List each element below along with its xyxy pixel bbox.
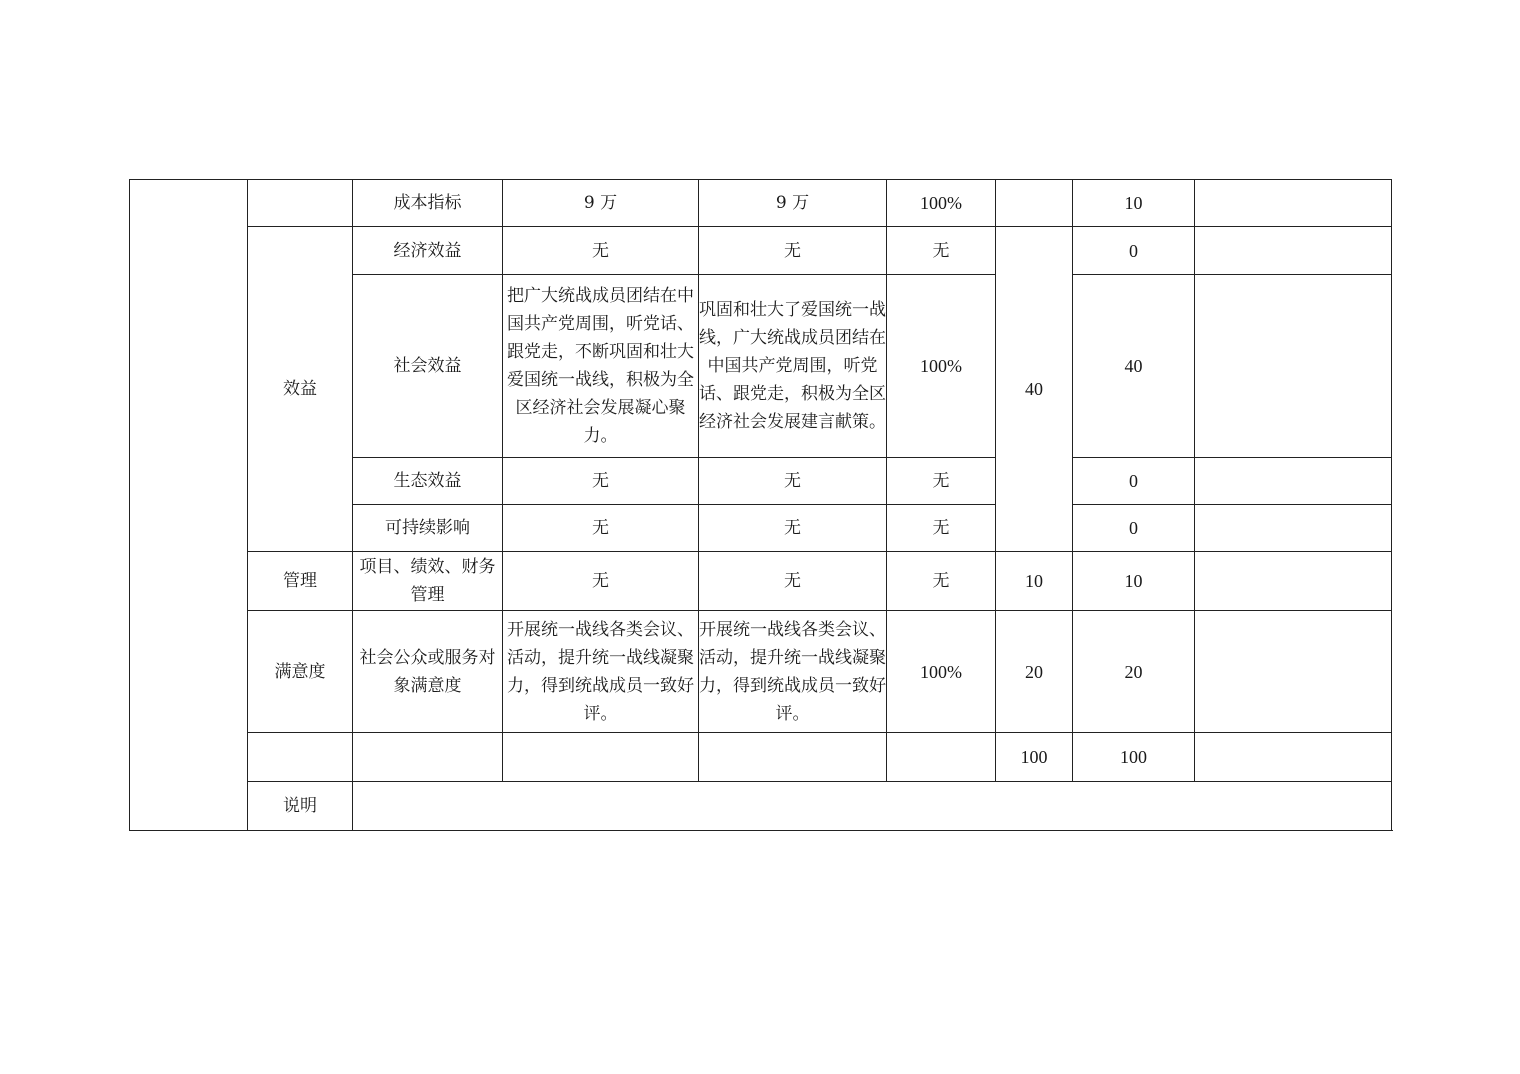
second-level-indicator-cell	[248, 180, 353, 227]
note-label: 说明	[248, 782, 353, 831]
actual-value: 无	[699, 552, 887, 611]
remark-cell	[1195, 611, 1392, 733]
target-value: 无	[503, 458, 699, 505]
completion-rate: 100%	[887, 275, 996, 458]
completion-rate: 无	[887, 505, 996, 552]
empty-cell	[699, 733, 887, 782]
target-value: 无	[503, 552, 699, 611]
benefit-weight: 40	[996, 227, 1073, 552]
actual-value: 巩固和壮大了爱国统一战线，广大统战成员团结在中国共产党周围，听党话、跟党走，积极为全区经济社会发展建言献策。	[699, 275, 887, 458]
score-value: 0	[1073, 458, 1195, 505]
completion-rate: 无	[887, 552, 996, 611]
target-value: 开展统一战线各类会议、活动，提升统一战线凝聚力，得到统战成员一致好评。	[503, 611, 699, 733]
weight-value: 10	[996, 552, 1073, 611]
target-value: 9 万	[503, 180, 699, 227]
remark-cell	[1195, 733, 1392, 782]
score-value: 20	[1073, 611, 1195, 733]
actual-value: 无	[699, 227, 887, 275]
management-category: 管理	[248, 552, 353, 611]
score-value: 10	[1073, 552, 1195, 611]
remark-cell	[1195, 458, 1392, 505]
empty-cell	[353, 733, 503, 782]
target-value: 无	[503, 227, 699, 275]
score-value: 0	[1073, 505, 1195, 552]
actual-value: 无	[699, 458, 887, 505]
total-score: 100	[1073, 733, 1195, 782]
target-value: 把广大统战成员团结在中国共产党周围，听党话、跟党走，不断巩固和壮大爱国统一战线，积极为全区经济社会发展凝心聚力。	[503, 275, 699, 458]
empty-cell	[887, 733, 996, 782]
score-value: 0	[1073, 227, 1195, 275]
completion-rate: 100%	[887, 611, 996, 733]
table-row	[130, 180, 1392, 227]
indicator-name: 项目、绩效、财务管理	[353, 552, 503, 611]
indicator-name: 可持续影响	[353, 505, 503, 552]
table-row	[130, 227, 1392, 275]
first-level-indicator-cell	[130, 180, 248, 831]
performance-evaluation-table	[129, 179, 1392, 831]
indicator-name: 社会公众或服务对象满意度	[353, 611, 503, 733]
table-row	[130, 611, 1392, 733]
total-weight: 100	[996, 733, 1073, 782]
remark-cell	[1195, 275, 1392, 458]
indicator-name: 经济效益	[353, 227, 503, 275]
remark-cell	[1195, 180, 1392, 227]
indicator-name: 生态效益	[353, 458, 503, 505]
actual-value: 无	[699, 505, 887, 552]
satisfaction-category: 满意度	[248, 611, 353, 733]
actual-value: 9 万	[699, 180, 887, 227]
completion-rate: 无	[887, 458, 996, 505]
remark-cell	[1195, 505, 1392, 552]
completion-rate: 无	[887, 227, 996, 275]
score-value: 10	[1073, 180, 1195, 227]
benefit-category: 效益	[248, 227, 353, 552]
note-row	[130, 782, 1392, 831]
indicator-name: 社会效益	[353, 275, 503, 458]
weight-value	[996, 180, 1073, 227]
indicator-name: 成本指标	[353, 180, 503, 227]
note-content	[353, 782, 1392, 831]
empty-cell	[503, 733, 699, 782]
remark-cell	[1195, 552, 1392, 611]
remark-cell	[1195, 227, 1392, 275]
table-row	[130, 552, 1392, 611]
total-row	[130, 733, 1392, 782]
completion-rate: 100%	[887, 180, 996, 227]
score-value: 40	[1073, 275, 1195, 458]
weight-value: 20	[996, 611, 1073, 733]
actual-value: 开展统一战线各类会议、活动，提升统一战线凝聚力，得到统战成员一致好评。	[699, 611, 887, 733]
empty-cell	[248, 733, 353, 782]
target-value: 无	[503, 505, 699, 552]
